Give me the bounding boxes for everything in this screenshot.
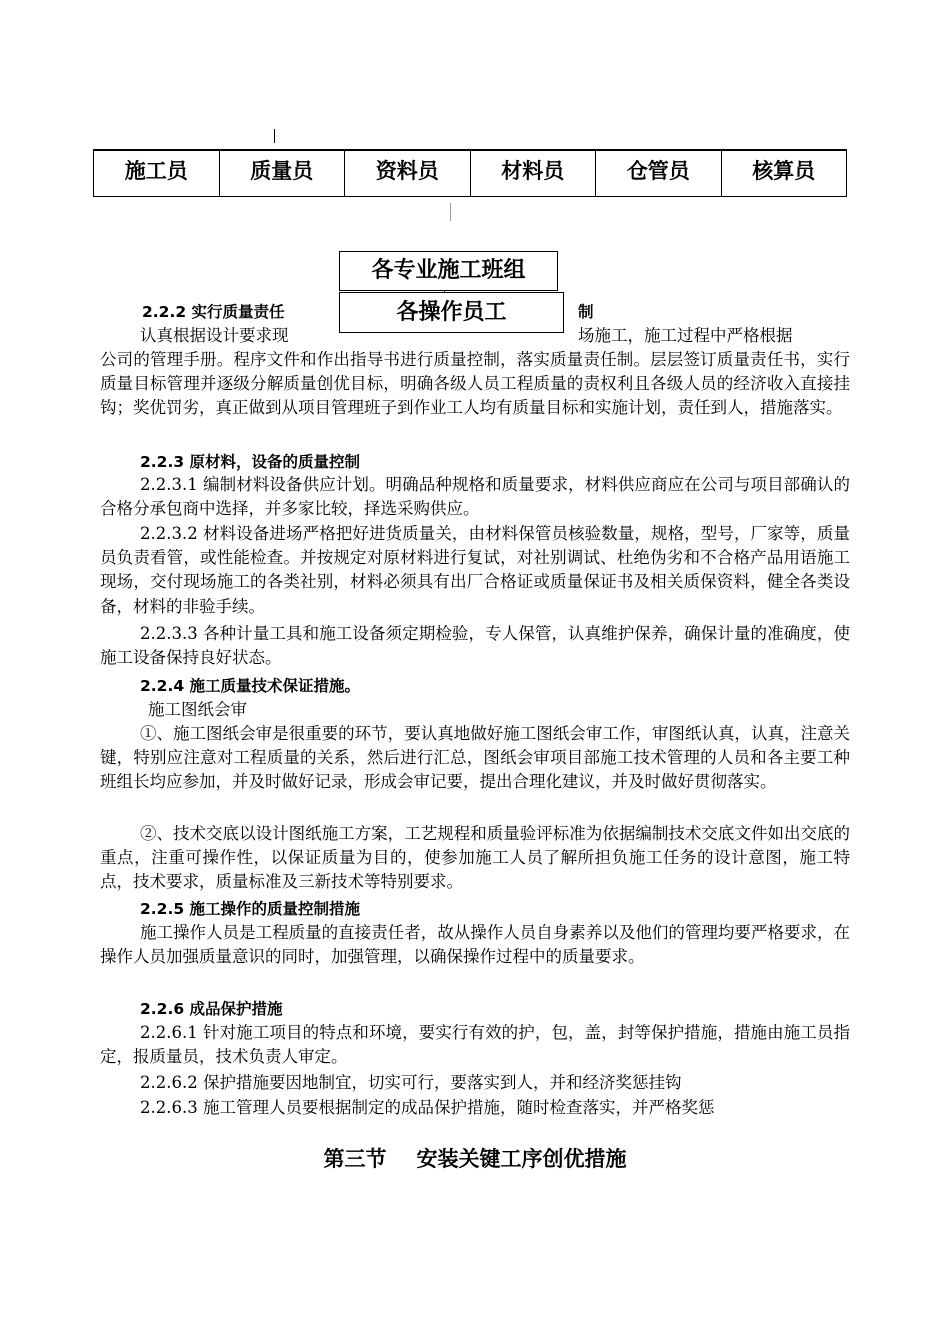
worker-box-label: 各操作员工 <box>396 300 507 325</box>
paragraph-2-2-2-start: 认真根据设计要求现 <box>140 326 289 345</box>
heading-2-2-6: 2.2.6 成品保护措施 <box>140 1000 283 1018</box>
role-cell: 质量员 <box>220 151 346 196</box>
org-chart-roles-row <box>93 149 847 197</box>
paragraph-2-2-3-1: 2.2.3.1 编制材料设备供应计划。明确品种规格和质量要求，材料供应商应在公司与项目部确认的合格分承包商中选择，并多家比较，择选采购供应。 <box>100 475 850 519</box>
heading-2-2-2: 2.2.2 实行质量责任 <box>142 303 285 321</box>
section-title <box>0 1143 950 1173</box>
paragraph-2-2-4-2: ②、技术交底以设计图纸施工方案，工艺规程和质量验评标准为依据编制技术交底文件如出交底的重点，注重可操作性，以保证质量为目的，使参加施工人员了解所担负施工任务的设计意图，施工特点，技术要求，质量标准及三新技术等特别要求。 <box>100 824 850 892</box>
heading-2-2-5: 2.2.5 施工操作的质量控制措施 <box>140 900 361 918</box>
section-number: 第三节 <box>323 1147 387 1171</box>
role-cell: 施工员 <box>94 151 220 196</box>
paragraph-2-2-2: 公司的管理手册。程序文件和作出指导书进行质量控制，落实质量责任制。层层签订质量责任书，实行质量目标管理并逐级分解质量创优目标，明确各级人员工程质量的责权利且各级人员的经济收入直接挂钩；奖优罚劣，真正做到从项目管理班子到作业工人均有质量目标和实施计划，责任到人，措施落实。 <box>100 350 850 418</box>
connector-line-top <box>274 129 275 143</box>
paragraph-2-2-3-2: 2.2.3.2 材料设备进场严格把好进货质量关，由材料保管员核验数量，规格，型号，厂家等，质量员负责看管，或性能检查。并按规定对原材料进行复试，对社别调试、杜绝伪劣和不合格产品用语施工现场，交付现场施工的各类社别，材料必须具有出厂合格证或质量保证书及相关质保资料，健全各类设备，材料的非验手续。 <box>100 524 850 616</box>
team-box <box>339 251 558 291</box>
paragraph-2-2-4-1: ①、施工图纸会审是很重要的环节，要认真地做好施工图纸会审工作，审图纸认真，认真，注意关键，特别应注意对工程质量的关系，然后进行汇总，图纸会审项目部施工技术管理的人员和各主要工种班组长均应参加，并及时做好记录，形成会审记要，提出合理化建议，并及时做好贯彻落实。 <box>100 724 850 792</box>
paragraph-2-2-6-1: 2.2.6.1 针对施工项目的特点和环境，要实行有效的护，包，盖，封等保护措施，措施由施工员指定，报质量员，技术负责人审定。 <box>100 1023 850 1067</box>
paragraph-2-2-6-2: 2.2.6.2 保护措施要因地制宜，切实可行，要落实到人，并和经济奖惩挂钩 <box>140 1073 682 1092</box>
connector-line-middle <box>450 203 451 221</box>
heading-2-2-2-tail: 制 <box>578 303 594 321</box>
worker-box <box>339 292 564 333</box>
role-cell: 仓管员 <box>596 151 722 196</box>
role-cell: 核算员 <box>752 159 816 183</box>
section-title-text: 安装关键工序创优措施 <box>416 1147 627 1171</box>
paragraph-2-2-2-start-tail: 场施工，施工过程中严格根据 <box>578 326 793 345</box>
role-cell: 资料员 <box>345 151 471 196</box>
paragraph-2-2-3-3: 2.2.3.3 各种计量工具和施工设备须定期检验，专人保管，认真维护保养，确保计量的准确度，使施工设备保持良好状态。 <box>100 624 850 668</box>
team-box-label: 各专业施工班组 <box>371 258 526 283</box>
heading-2-2-4: 2.2.4 施工质量技术保证措施。 <box>140 677 361 695</box>
paragraph-2-2-5: 施工操作人员是工程质量的直接责任者，故从操作人员自身素养以及他们的管理均要严格要求，在操作人员加强质量意识的同时，加强管理，以确保操作过程中的质量要求。 <box>100 923 850 967</box>
subheading-drawing-review: 施工图纸会审 <box>148 700 247 719</box>
paragraph-2-2-6-3: 2.2.6.3 施工管理人员要根据制定的成品保护措施，随时检查落实，并严格奖惩 <box>140 1098 715 1117</box>
heading-2-2-3: 2.2.3 原材料，设备的质量控制 <box>140 453 361 471</box>
role-cell: 材料员 <box>471 151 597 196</box>
